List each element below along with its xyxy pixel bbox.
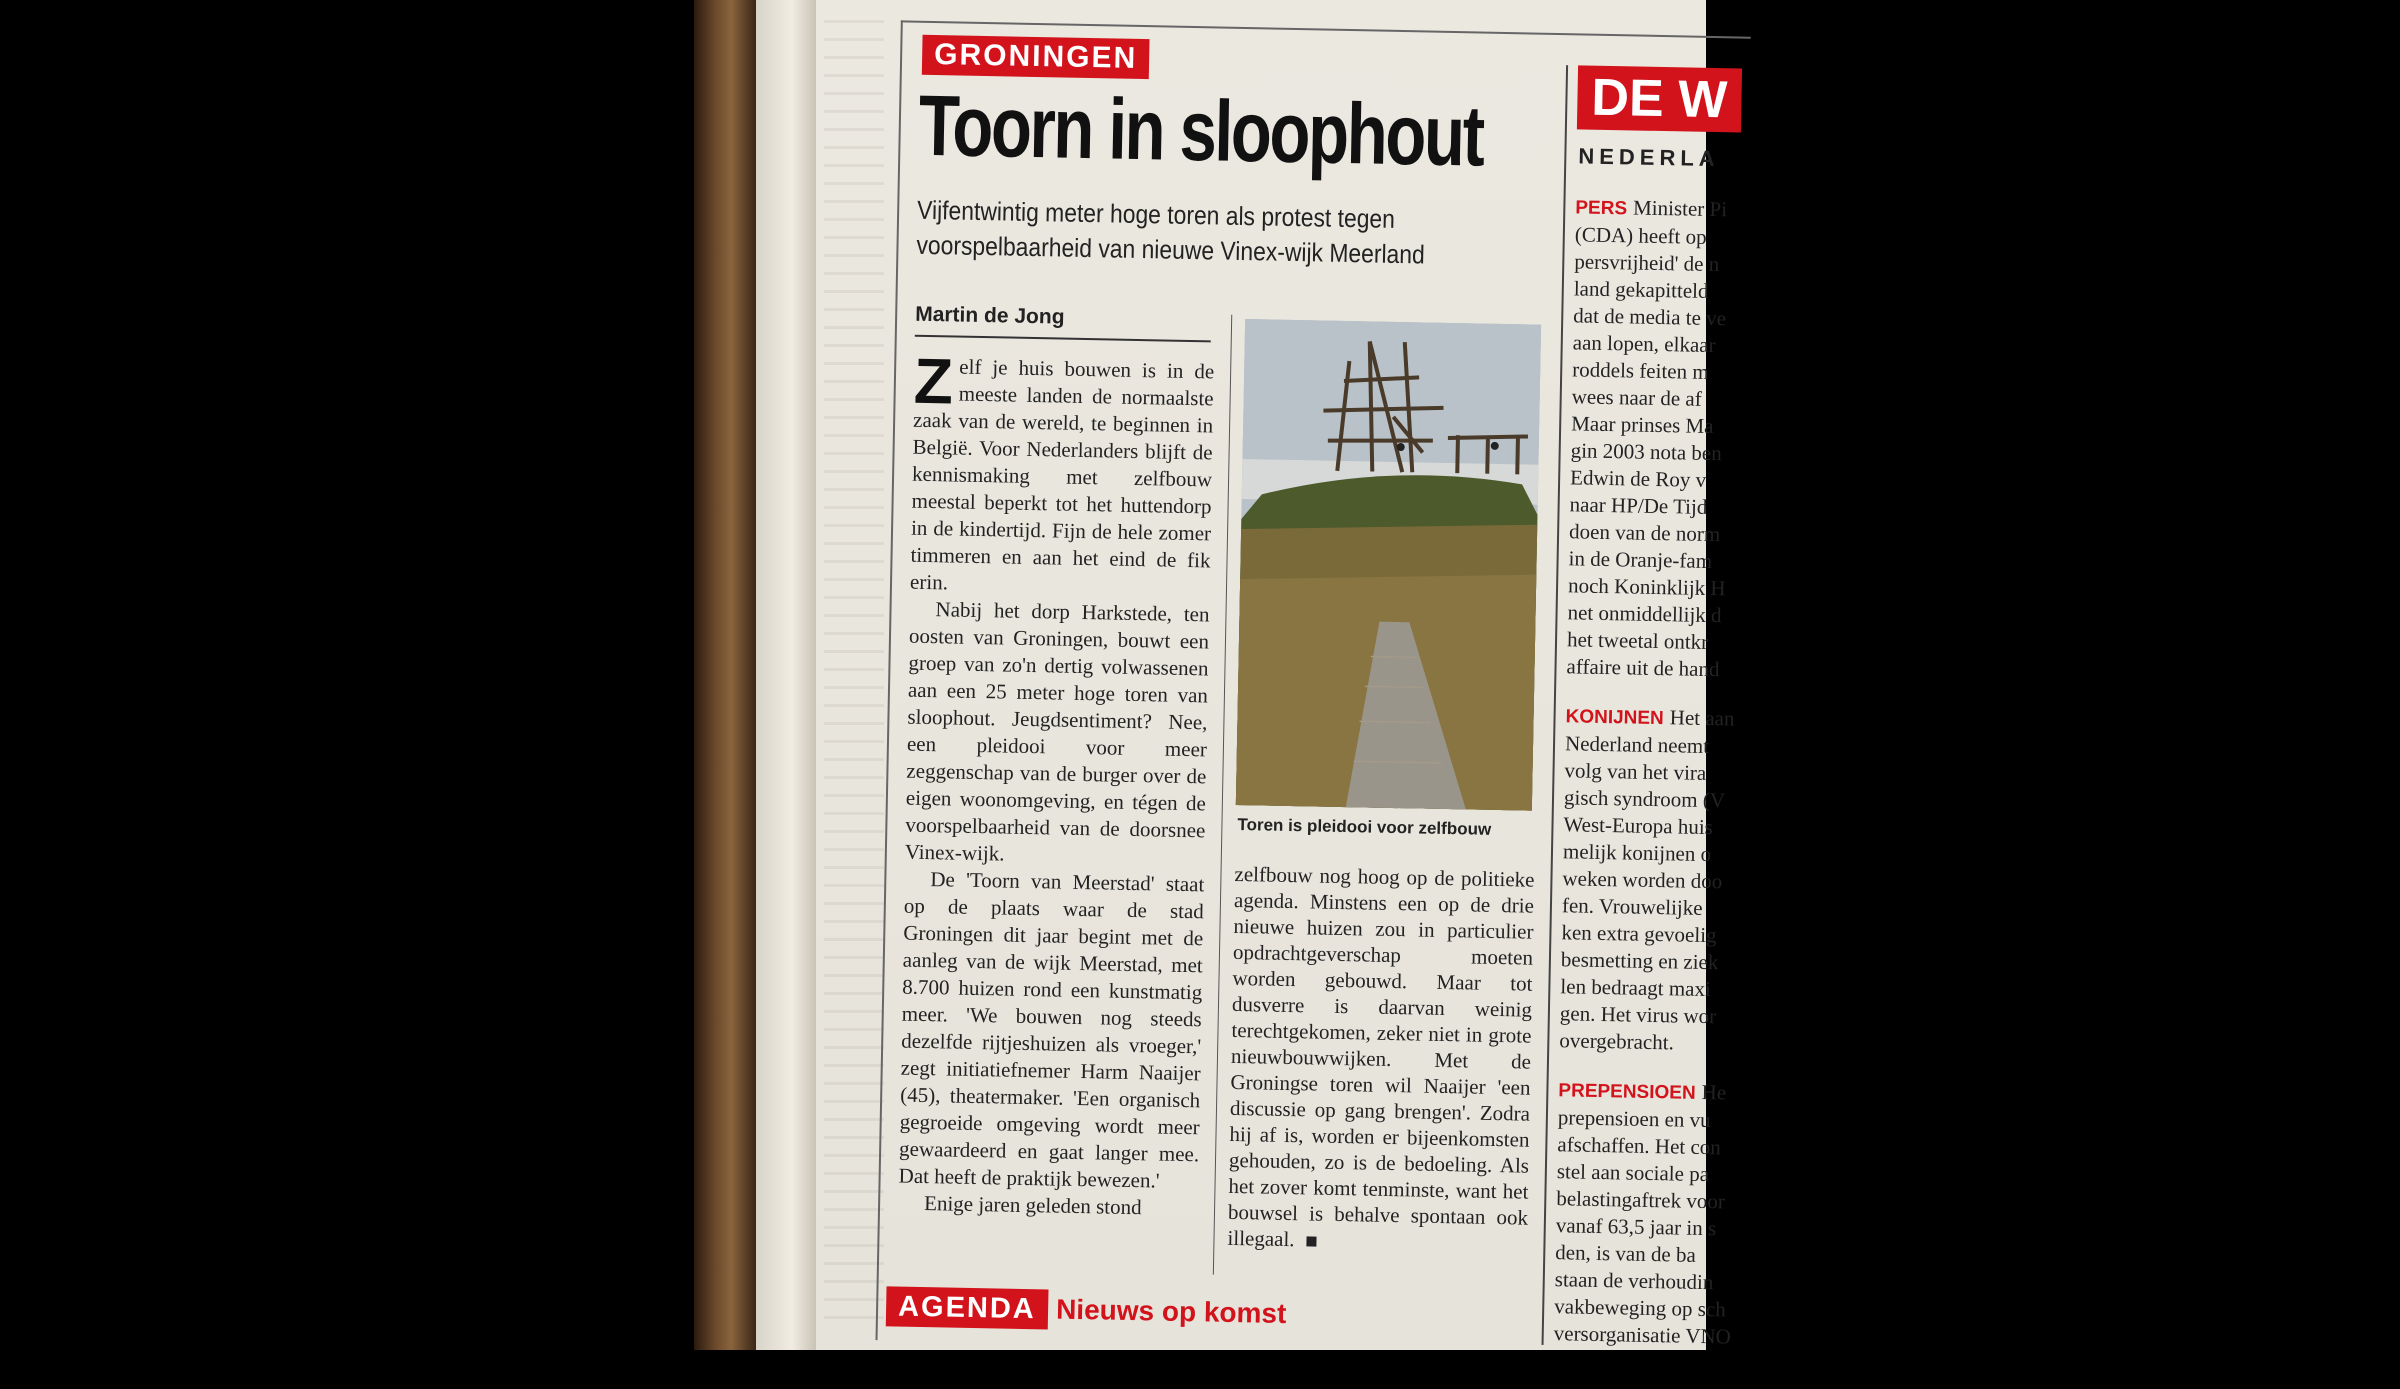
sidebar-line: vanaf 63,5 jaar in s (1555, 1213, 1717, 1241)
subheadline: Vijfentwintig meter hoge toren als protest tegen voorspelbaarheid van nieuwe Vinex-wijk Meerland (916, 194, 1426, 270)
sidebar-line: versorganisatie VNO (1553, 1321, 1732, 1349)
body-column-1 (898, 344, 1215, 1223)
sidebar-line: fen. Vrouwelijke (1561, 893, 1703, 920)
sidebar-line: naar HP/De Tijd (1569, 492, 1708, 519)
body-column-2 (1227, 861, 1534, 1257)
sidebar-item (1553, 1076, 1738, 1350)
sidebar-column (1553, 193, 1756, 1372)
byline: Martin de Jong (915, 303, 1212, 343)
agenda-tag: AGENDA (886, 1286, 1048, 1329)
column-2-text (1227, 861, 1534, 1257)
sidebar-line: len bedraagt maxi (1560, 974, 1712, 1002)
sidebar-title: DE W (1577, 65, 1742, 132)
agenda-bar (886, 1282, 1547, 1345)
sidebar-line: West-Europa huis (1563, 812, 1714, 840)
sidebar-line: Minister Pi (1632, 195, 1728, 222)
sidebar-line: roddels feiten m (1572, 357, 1709, 384)
sidebar-keyword: PERS (1575, 197, 1628, 220)
sidebar-item (1566, 193, 1755, 683)
sidebar-line: Nederland neemt (1564, 731, 1710, 759)
sidebar-line: besmetting en ziek (1560, 947, 1719, 975)
sidebar-line: het tweetal ontkr (1566, 627, 1709, 654)
sidebar-line: staan de verhoudin (1554, 1267, 1714, 1295)
sidebar-line: prepensioen en vu (1557, 1105, 1711, 1133)
headline: Toorn in sloophout (917, 77, 1484, 185)
sidebar-line: melijk konijnen o (1562, 839, 1712, 867)
sidebar-line: net onmiddellijk d (1567, 600, 1722, 628)
magazine-page (816, 0, 1735, 1350)
sidebar-line: overgebracht. (1559, 1028, 1675, 1055)
tower-illustration (1236, 319, 1541, 811)
wooden-table-edge (694, 0, 756, 1350)
column-2-paragraph: zelfbouw nog hoog op de politieke agenda. Minstens een op de drie nieuwe huizen zou in particulier opdrachtgeverschap moeten worden gebouwd. Maar tot dusverre is daarvan weinig terechtgekomen, zeker niet in grote nieuwbouwwijken. Met de Groningse toren wil Naaijer 'een discussie op gang brengen'. Zodra hij af is, worden er bijeenkomsten gehouden, zo is de bedoeling. Als het zover komt tenminste, want het bouwsel is behalve spontaan ook illegaal. (1227, 861, 1535, 1252)
sidebar-subtitle: NEDERLA (1578, 143, 1720, 172)
sidebar-line: Het aan (1669, 705, 1735, 731)
sidebar-line: den, is van de ba (1555, 1240, 1697, 1267)
sidebar-line: (CDA) heeft op (1574, 222, 1707, 249)
paragraph-2: Nabij het dorp Harkstede, ten oosten van Groningen, bouwt een groep van zo'n dertig volwassenen aan een 25 meter hoge toren van sloophout. Jeugdsentiment? Nee, een pleidooi voor meer zeggenschap van de burger over de eigen woonomgeving, en tégen de voorspelbaarheid van de doorsnee Vinex-wijk. (904, 597, 1210, 866)
sidebar-line: affaire uit de hand (1566, 654, 1720, 682)
sidebar-line: noch Koninklijk H (1567, 573, 1726, 601)
sidebar-line: volg van het vira (1564, 758, 1707, 785)
sidebar-keyword: PREPENSIOEN (1558, 1080, 1696, 1104)
sidebar-line: aan lopen, elkaar (1572, 330, 1716, 358)
sidebar-line: doen van de norm (1568, 519, 1721, 547)
sidebar-line: wees naar de af (1571, 384, 1702, 411)
sidebar-line: belastingaftrek voor (1556, 1186, 1726, 1214)
sidebar-keyword: KONIJNEN (1565, 706, 1664, 730)
sidebar-line: land gekapitteld (1573, 276, 1709, 303)
photo-caption: Toren is pleidooi voor zelfbouw (1237, 814, 1492, 839)
drop-cap: Z (913, 344, 954, 418)
sidebar-line: He (1701, 1079, 1727, 1105)
sidebar-line: gisch syndroom (V (1563, 785, 1726, 813)
sidebar-line: gin 2003 nota ben (1570, 438, 1722, 466)
section-tag: GRONINGEN (922, 35, 1150, 79)
magazine-page-edge (756, 0, 816, 1350)
end-of-article-mark (1306, 1236, 1316, 1246)
sidebar-line: stel aan sociale pa (1556, 1159, 1710, 1187)
paragraph-1-text: elf je huis bouwen is in de meeste landen de normaalste zaak van de wereld, te beginnen in België. Voor Nederlanders blijft de kennismaking met zelfbouw meestal beperkt tot het huttendorp in de kindertijd. Fijn de hele zomer timmeren en aan het eind de fik erin. (909, 354, 1215, 595)
agenda-title: Nieuws op komst (1055, 1293, 1287, 1330)
tower-photo (1236, 319, 1541, 811)
sidebar-line: gen. Het virus wor (1559, 1001, 1717, 1029)
paragraph-4: Enige jaren geleden stond (923, 1191, 1142, 1220)
paragraph-3: De 'Toorn van Meerstad' staat op de plaats waar de stad Groningen dit jaar begint met de aanleg van de wijk Meerstad, met 8.700 huizen rond een kunstmatig meer. 'We bouwen nog steeds dezelfde rijtjeshuizen als vroeger,' zegt initiatiefnemer Harm Naaijer (45), theatermaker. 'Een organisch gegroeide omgeving wordt meer gewaardeerd en gaat langer mee. Dat heeft de praktijk bewezen.' (898, 867, 1205, 1193)
sidebar-line: vakbeweging op sch (1554, 1294, 1726, 1322)
sidebar-line: Edwin de Roy v (1569, 465, 1707, 492)
sidebar-line: persvrijheid' de n (1574, 249, 1720, 277)
article (855, 12, 1735, 1387)
sidebar-line: dat de media te ve (1573, 303, 1727, 331)
sidebar-line: afschaffen. Het con (1557, 1132, 1722, 1160)
sidebar-item (1559, 702, 1746, 1057)
sidebar-line: ken extra gevoelig (1561, 920, 1717, 948)
sidebar-line: in de Oranje-fam (1568, 546, 1713, 574)
sidebar-line: Maar prinses Ma (1571, 411, 1714, 439)
paragraph-1 (909, 344, 1215, 602)
sidebar-line: weken worden doo (1562, 866, 1723, 894)
